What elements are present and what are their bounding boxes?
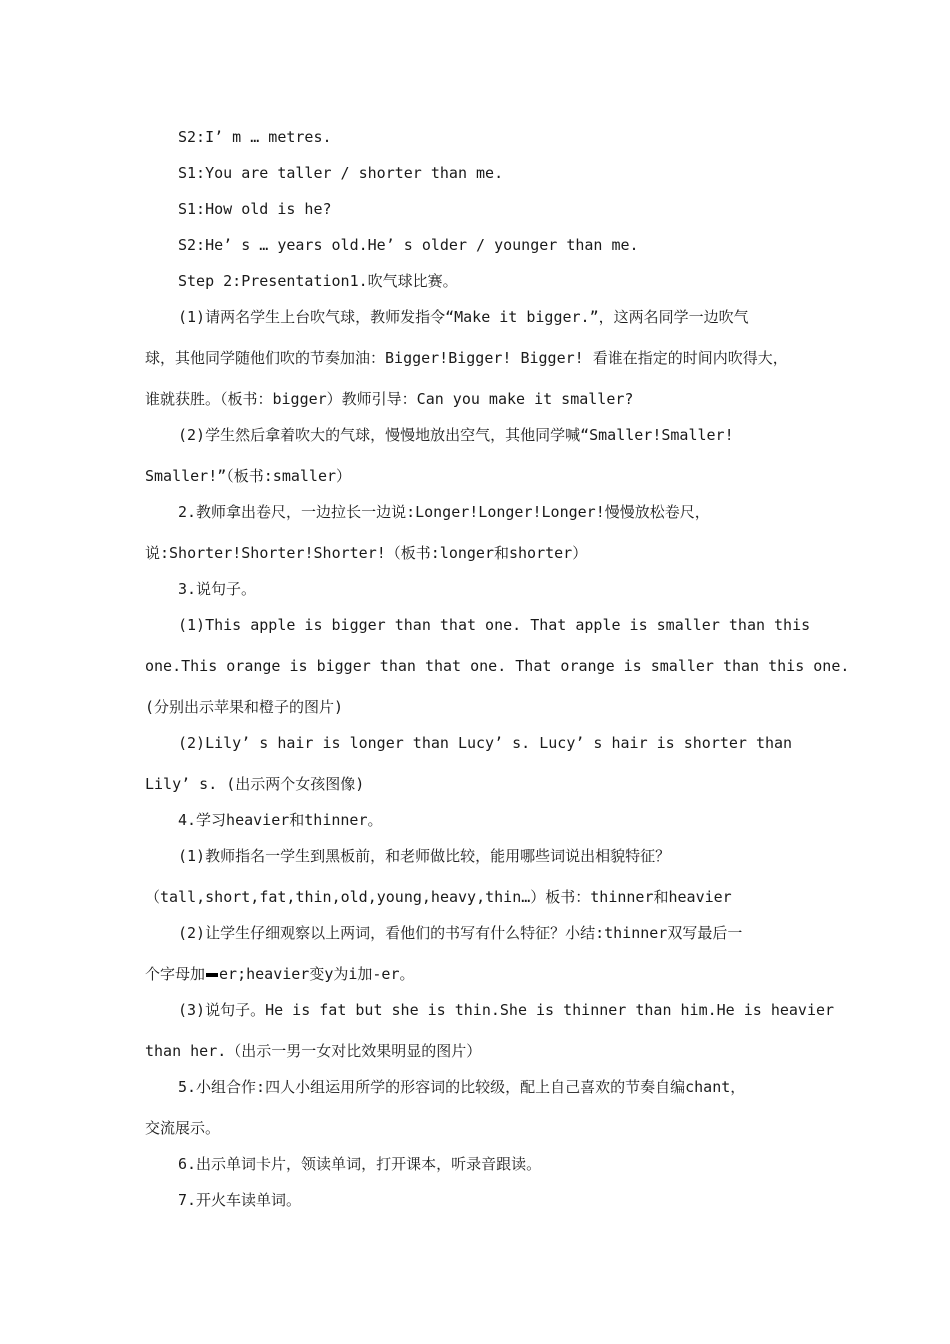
paragraph-line: 2.教师拿出卷尺，一边拉长一边说:Longer!Longer!Longer!慢慢放松卷尺， — [178, 503, 710, 521]
paragraph-line: 6.出示单词卡片，领读单词，打开课本，听录音跟读。 — [178, 1155, 542, 1173]
paragraph-line: (2)学生然后拿着吹大的气球，慢慢地放出空气，其他同学喊“Smaller!Smaller! — [178, 426, 734, 444]
dialogue-line: S2:I’ m … metres. — [178, 128, 332, 146]
paragraph-line: (3)说句子。He is fat but she is thin.She is thinner than him.He is heavier — [178, 1001, 835, 1019]
ink-mark — [206, 973, 218, 977]
paragraph-line: （tall,short,fat,thin,old,young,heavy,thin…）板书：thinner和heavier — [145, 888, 732, 906]
paragraph-line: (1)教师指名一学生到黑板前，和老师做比较，能用哪些词说出相貌特征？ — [178, 847, 671, 865]
dialogue-line: S1:How old is he? — [178, 200, 332, 218]
paragraph-line — [145, 964, 414, 984]
paragraph-line: (2)让学生仔细观察以上两词，看他们的书写有什么特征？小结:thinner双写最后一 — [178, 924, 743, 942]
paragraph-line: (分别出示苹果和橙子的图片) — [145, 698, 344, 716]
paragraph-line: 说:Shorter!Shorter!Shorter!（板书:longer和shorter） — [145, 544, 588, 562]
dialogue-line: S2:He’ s … years old.He’ s older / younger than me. — [178, 236, 639, 254]
paragraph-line: (1)请两名学生上台吹气球，教师发指令“Make it bigger.”，这两名同学一边吹气 — [178, 308, 749, 326]
paragraph-text: er;heavier变y为i加-er。 — [219, 965, 415, 983]
paragraph-line: 交流展示。 — [145, 1119, 221, 1137]
paragraph-text: 个字母加 — [145, 965, 206, 983]
paragraph-line: 7.开火车读单词。 — [178, 1191, 302, 1209]
paragraph-line: Smaller!”（板书:smaller） — [145, 467, 352, 485]
paragraph-line: Lily’ s. (出示两个女孩图像) — [145, 775, 365, 793]
section-heading: 4.学习heavier和thinner。 — [178, 811, 383, 829]
step-heading: Step 2:Presentation1.吹气球比赛。 — [178, 272, 458, 290]
paragraph-line: one.This orange is bigger than that one. That orange is smaller than this one. — [145, 657, 850, 675]
paragraph-line: (2)Lily’ s hair is longer than Lucy’ s. Lucy’ s hair is shorter than — [178, 734, 793, 752]
section-heading: 3.说句子。 — [178, 580, 257, 598]
paragraph-line: 谁就获胜。（板书：bigger）教师引导：Can you make it smaller? — [145, 390, 634, 408]
paragraph-line: than her.（出示一男一女对比效果明显的图片） — [145, 1042, 482, 1060]
paragraph-line: 5.小组合作:四人小组运用所学的形容词的比较级，配上自己喜欢的节奏自编chant， — [178, 1078, 746, 1096]
paragraph-line: 球，其他同学随他们吹的节奏加油：Bigger!Bigger! Bigger! 看谁在指定的时间内吹得大， — [145, 349, 788, 367]
paragraph-line: (1)This apple is bigger than that one. That apple is smaller than this — [178, 616, 811, 634]
dialogue-line: S1:You are taller / shorter than me. — [178, 164, 504, 182]
